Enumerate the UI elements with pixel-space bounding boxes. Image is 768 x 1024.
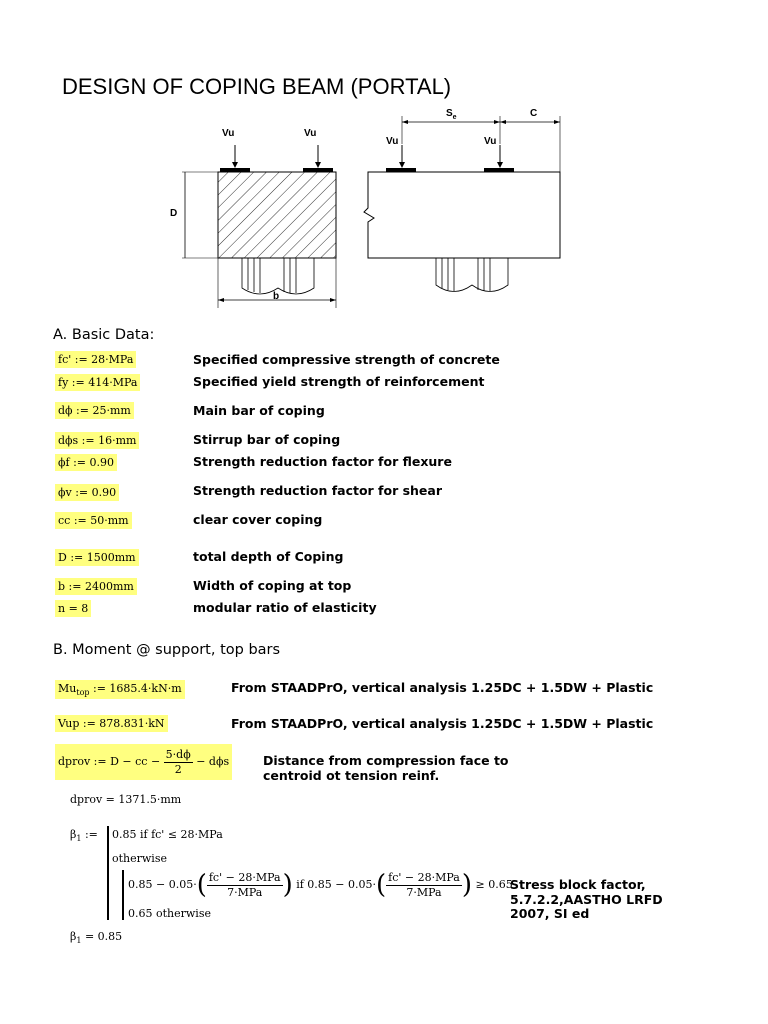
input-dphis: dϕs := 16·mm [55,432,139,449]
desc-dprov-2: centroid ot tension reinf. [263,768,440,783]
input-mu-top: $Mu_{top}$ := 1685.4·kN·m [55,680,185,699]
input-b: b := 2400mm [55,578,137,595]
cross-section [218,172,336,258]
c-label: C [530,108,538,119]
desc-cc: clear cover coping [193,512,323,527]
input-n: n = 8 [55,600,91,617]
program-bar-inner [122,870,124,920]
b-label: b [273,291,280,302]
bearing-plate [303,168,333,172]
vu-label: Vu [222,128,235,139]
desc-dphi: Main bar of coping [193,403,325,418]
page-title: DESIGN OF COPING BEAM (PORTAL) [62,74,452,99]
d-label: D [170,208,178,219]
vu-label: Vu [484,136,497,147]
dprov-result: dprov = 1371.5·mm [70,793,182,806]
desc-phiv: Strength reduction factor for shear [193,483,443,498]
input-phiv: ϕv := 0.90 [55,484,119,501]
se-label: $S_e$ [446,108,457,121]
elevation-view [364,172,560,258]
bearing-plate [220,168,250,172]
vu-label: Vu [386,136,399,147]
desc-phif: Strength reduction factor for flexure [193,454,452,469]
desc-mu-top: From STAADPrO, vertical analysis 1.25DC + 1.5DW + Plastic [231,680,654,695]
beta1-line3: 0.85 − 0.05·( $\frac{\text{fc' − 28·MPa}}{\text{7·MPa}}$ ) if 0.85 − 0.05·( $\frac{\text{fc' − 28·MPa}}{\text{7·MPa}}$ ) ≥ 0.65 [128,870,513,900]
section-a-heading: A. Basic Data: [53,327,155,343]
desc-beta1-1: Stress block factor, [510,877,646,892]
section-b-heading: B. Moment @ support, top bars [53,642,281,658]
desc-b: Width of coping at top [193,578,352,593]
program-bar [107,826,109,920]
desc-fc: Specified compressive strength of concrete [193,352,500,367]
beta1-line1: 0.85 if fc' ≤ 28·MPa [112,828,223,841]
beta1-otherwise: otherwise [112,852,167,865]
desc-D: total depth of Coping [193,549,344,564]
input-dphi: dϕ := 25·mm [55,402,134,419]
input-fc: fc' := 28·MPa [55,351,136,368]
beta1-result: $\beta_1 = 0.85$ [70,930,123,946]
input-vup: Vup := 878.831·kN [55,715,168,732]
desc-beta1-3: 2007, SI ed [510,906,590,921]
beta1-line4: 0.65 otherwise [128,907,211,920]
input-fy: fy := 414·MPa [55,374,140,391]
dprov-formula: dprov := D − cc − $\frac{5\cdot d\phi}{2}$ − dϕs [55,744,232,780]
desc-n: modular ratio of elasticity [193,600,377,615]
beta1-lhs: $\beta_1$ := [70,828,98,844]
desc-beta1-2: 5.7.2.2,AASTHO LRFD [510,892,663,907]
desc-dphis: Stirrup bar of coping [193,432,341,447]
desc-dprov-1: Distance from compression face to [263,753,509,768]
input-cc: cc := 50·mm [55,512,132,529]
input-phif: ϕf := 0.90 [55,454,117,471]
vu-label: Vu [304,128,317,139]
desc-vup: From STAADPrO, vertical analysis 1.25DC + 1.5DW + Plastic [231,716,654,731]
desc-fy: Specified yield strength of reinforcement [193,374,485,389]
input-D: D := 1500mm [55,549,139,566]
